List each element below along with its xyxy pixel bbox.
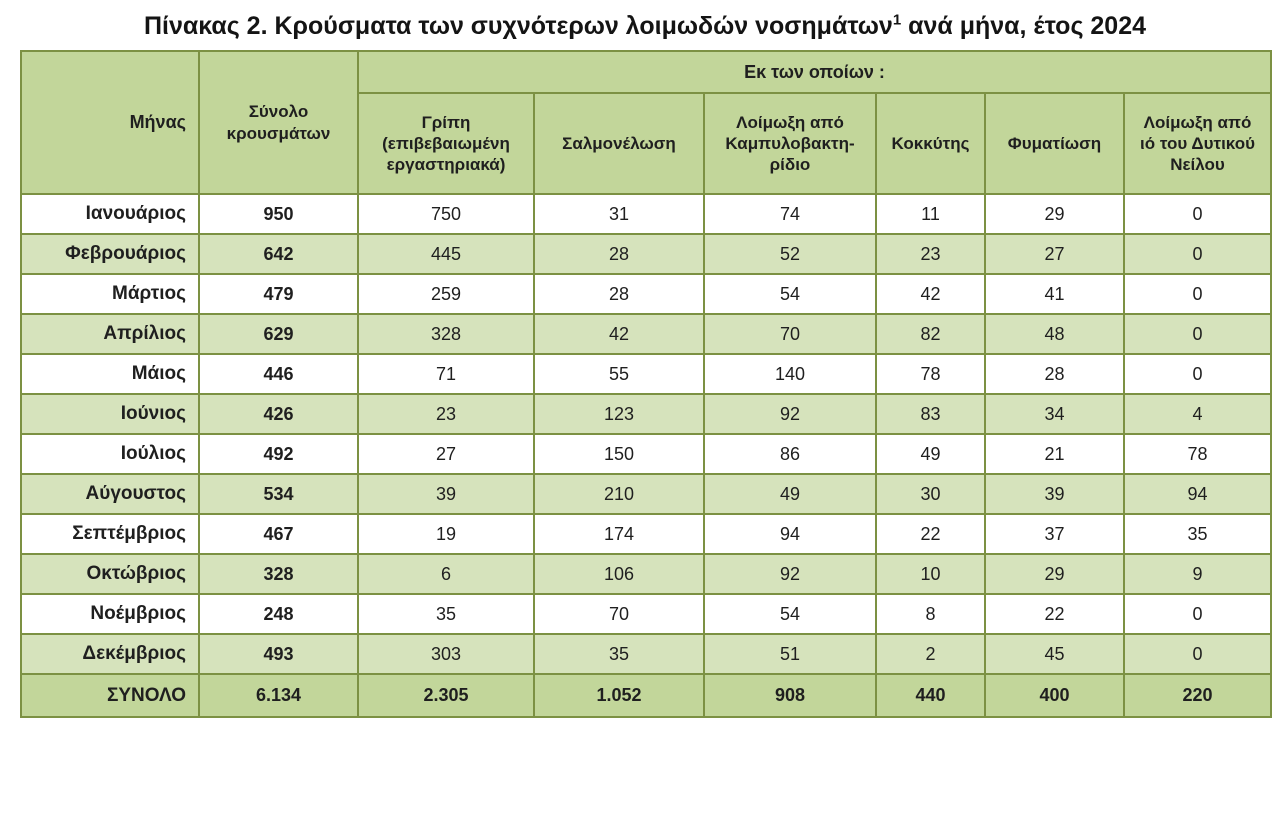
value-cell: 35 [358, 594, 534, 634]
month-cell: Μάιος [21, 354, 199, 394]
table-row [21, 634, 1271, 674]
table-title [20, 0, 1270, 50]
value-cell: 41 [985, 274, 1124, 314]
value-cell: 259 [358, 274, 534, 314]
group-header-of-which: Εκ των οποίων : [358, 51, 1271, 93]
value-cell: 4 [1124, 394, 1271, 434]
month-cell: Ιούλιος [21, 434, 199, 474]
value-cell: 10 [876, 554, 985, 594]
column-header-salmonellosis: Σαλμονέλωση [534, 93, 704, 194]
value-cell: 48 [985, 314, 1124, 354]
value-cell: 70 [704, 314, 876, 354]
value-cell: 0 [1124, 274, 1271, 314]
table-title-text: Πίνακας 2. Κρούσματα των συχνότερων λοιμωδών νοσημάτων [143, 12, 893, 40]
value-cell: 123 [534, 394, 704, 434]
value-cell: 30 [876, 474, 985, 514]
column-header-month: Μήνας [21, 51, 199, 194]
value-cell: 83 [876, 394, 985, 434]
value-cell: 467 [199, 514, 358, 554]
value-cell: 94 [1124, 474, 1271, 514]
table-row [21, 554, 1271, 594]
table-row [21, 394, 1271, 434]
value-cell: 51 [704, 634, 876, 674]
value-cell: 328 [358, 314, 534, 354]
value-cell: 174 [534, 514, 704, 554]
value-cell: 42 [876, 274, 985, 314]
total-row-label: ΣΥΝΟΛΟ [21, 674, 199, 717]
table-body [21, 194, 1271, 674]
month-cell: Νοέμβριος [21, 594, 199, 634]
total-cell: 6.134 [199, 674, 358, 717]
value-cell: 23 [876, 234, 985, 274]
value-cell: 950 [199, 194, 358, 234]
value-cell: 28 [534, 274, 704, 314]
value-cell: 328 [199, 554, 358, 594]
value-cell: 92 [704, 394, 876, 434]
table-footer [21, 674, 1271, 717]
value-cell: 82 [876, 314, 985, 354]
value-cell: 39 [358, 474, 534, 514]
value-cell: 19 [358, 514, 534, 554]
value-cell: 248 [199, 594, 358, 634]
value-cell: 92 [704, 554, 876, 594]
value-cell: 94 [704, 514, 876, 554]
value-cell: 8 [876, 594, 985, 634]
column-header-west-nile: Λοίμωξη από ιό του Δυτικού Νείλου [1124, 93, 1271, 194]
total-cell: 220 [1124, 674, 1271, 717]
total-cell: 1.052 [534, 674, 704, 717]
value-cell: 6 [358, 554, 534, 594]
month-cell: Αύγουστος [21, 474, 199, 514]
total-cell: 440 [876, 674, 985, 717]
value-cell: 106 [534, 554, 704, 594]
value-cell: 54 [704, 274, 876, 314]
value-cell: 22 [985, 594, 1124, 634]
total-cell: 400 [985, 674, 1124, 717]
value-cell: 2 [876, 634, 985, 674]
value-cell: 534 [199, 474, 358, 514]
value-cell: 0 [1124, 594, 1271, 634]
value-cell: 9 [1124, 554, 1271, 594]
value-cell: 150 [534, 434, 704, 474]
column-header-campylobacter: Λοίμωξη από Καμπυλοβακτη-ρίδιο [704, 93, 876, 194]
column-header-total: Σύνολο κρουσμάτων [199, 51, 358, 194]
value-cell: 54 [704, 594, 876, 634]
month-cell: Φεβρουάριος [21, 234, 199, 274]
table-header [21, 51, 1271, 194]
value-cell: 29 [985, 554, 1124, 594]
value-cell: 445 [358, 234, 534, 274]
column-header-flu: Γρίπη (επιβεβαιωμένη εργαστηριακά) [358, 93, 534, 194]
value-cell: 35 [1124, 514, 1271, 554]
value-cell: 27 [985, 234, 1124, 274]
value-cell: 74 [704, 194, 876, 234]
value-cell: 210 [534, 474, 704, 514]
table-row [21, 234, 1271, 274]
value-cell: 27 [358, 434, 534, 474]
value-cell: 31 [534, 194, 704, 234]
value-cell: 86 [704, 434, 876, 474]
value-cell: 0 [1124, 634, 1271, 674]
value-cell: 492 [199, 434, 358, 474]
table-row [21, 514, 1271, 554]
value-cell: 303 [358, 634, 534, 674]
table-row [21, 314, 1271, 354]
month-cell: Ιούνιος [21, 394, 199, 434]
table-row [21, 474, 1271, 514]
value-cell: 479 [199, 274, 358, 314]
value-cell: 23 [358, 394, 534, 434]
value-cell: 45 [985, 634, 1124, 674]
value-cell: 28 [985, 354, 1124, 394]
value-cell: 29 [985, 194, 1124, 234]
value-cell: 629 [199, 314, 358, 354]
value-cell: 34 [985, 394, 1124, 434]
page-container [20, 0, 1270, 718]
month-cell: Απρίλιος [21, 314, 199, 354]
month-cell: Σεπτέμβριος [21, 514, 199, 554]
value-cell: 22 [876, 514, 985, 554]
table-row [21, 274, 1271, 314]
value-cell: 446 [199, 354, 358, 394]
value-cell: 140 [704, 354, 876, 394]
value-cell: 78 [1124, 434, 1271, 474]
value-cell: 49 [876, 434, 985, 474]
value-cell: 71 [358, 354, 534, 394]
table-row [21, 194, 1271, 234]
table-title-suffix: ανά μήνα, έτος 2024 [901, 12, 1147, 40]
value-cell: 49 [704, 474, 876, 514]
value-cell: 78 [876, 354, 985, 394]
value-cell: 35 [534, 634, 704, 674]
total-row [21, 674, 1271, 717]
table-row [21, 434, 1271, 474]
table-row [21, 594, 1271, 634]
column-header-pertussis: Κοκκύτης [876, 93, 985, 194]
footnote-marker: 1 [892, 11, 902, 29]
value-cell: 426 [199, 394, 358, 434]
total-cell: 2.305 [358, 674, 534, 717]
value-cell: 493 [199, 634, 358, 674]
month-cell: Δεκέμβριος [21, 634, 199, 674]
value-cell: 21 [985, 434, 1124, 474]
value-cell: 642 [199, 234, 358, 274]
value-cell: 55 [534, 354, 704, 394]
value-cell: 750 [358, 194, 534, 234]
value-cell: 0 [1124, 234, 1271, 274]
value-cell: 0 [1124, 314, 1271, 354]
value-cell: 28 [534, 234, 704, 274]
month-cell: Μάρτιος [21, 274, 199, 314]
value-cell: 0 [1124, 354, 1271, 394]
cases-table [20, 50, 1272, 718]
table-row [21, 354, 1271, 394]
value-cell: 11 [876, 194, 985, 234]
month-cell: Οκτώβριος [21, 554, 199, 594]
value-cell: 0 [1124, 194, 1271, 234]
value-cell: 70 [534, 594, 704, 634]
column-header-tuberculosis: Φυματίωση [985, 93, 1124, 194]
value-cell: 39 [985, 474, 1124, 514]
value-cell: 37 [985, 514, 1124, 554]
total-cell: 908 [704, 674, 876, 717]
month-cell: Ιανουάριος [21, 194, 199, 234]
value-cell: 52 [704, 234, 876, 274]
value-cell: 42 [534, 314, 704, 354]
